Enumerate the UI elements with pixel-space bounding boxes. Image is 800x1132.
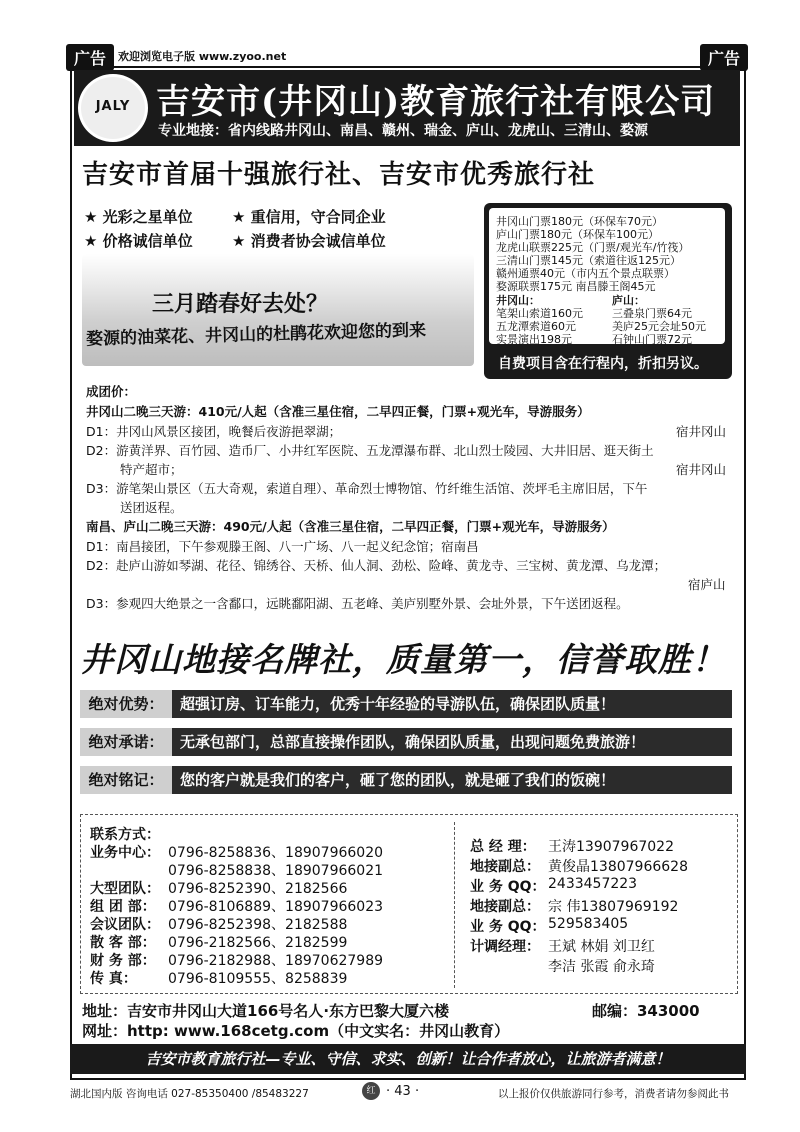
- promise-text: 无承包部门，总部直接操作团队，确保团队质量，出现问题免费旅游！: [180, 733, 646, 751]
- contact-label: 地接副总：: [470, 859, 540, 875]
- contact-label: 传 真：: [90, 971, 137, 987]
- logo: JALY: [78, 74, 148, 142]
- website: 网址：http: www.168cetg.com（中文实名：井冈山教育）: [82, 1022, 510, 1040]
- header: [74, 70, 740, 146]
- trip2-day1: D1：南昌接团，下午参观滕王阁、八一广场、八一起义纪念馆；宿南昌: [86, 539, 479, 554]
- contact-label: 地接副总：: [470, 899, 540, 915]
- footer-badge: 红: [362, 1082, 380, 1100]
- contact-value: 0796-8258838、18907966021: [168, 863, 384, 879]
- remember-bar: [80, 766, 732, 794]
- remember-label: 绝对铭记：: [80, 766, 172, 794]
- contact-value: 王斌 林娟 刘卫红: [548, 939, 655, 955]
- trip1-day2-cont: 特产超市；: [120, 462, 183, 477]
- address: 地址：吉安市井冈山大道166号名人·东方巴黎大厦六楼: [82, 1002, 450, 1020]
- trip1-day1-stay: 宿井冈山: [676, 424, 727, 439]
- contact-value: 0796-8106889、18907966023: [168, 899, 384, 915]
- postcode: 邮编：343000: [592, 1002, 700, 1020]
- honor-item: ★ 价格诚信单位: [84, 232, 193, 250]
- price-line: 实景演出198元: [496, 333, 572, 346]
- slogan: 井冈山地接名牌社，质量第一，信誉取胜！: [80, 640, 726, 679]
- contact-value: 0796-8258836、18907966020: [168, 845, 384, 861]
- spring-subline: 婺源的油菜花、井冈山的杜鹃花欢迎您的到来: [85, 320, 427, 350]
- price-col-left-head: 井冈山：: [496, 294, 540, 307]
- contact-label: 计调经理：: [470, 939, 540, 955]
- footer-left: 湖北国内版 咨询电话 027-85350400 /85483227: [70, 1088, 309, 1100]
- company-name: 吉安市(井冈山)教育旅行社有限公司: [156, 82, 716, 122]
- contact-value: 2433457223: [548, 876, 638, 892]
- trip2-title: 南昌、庐山二晚三天游：490元/人起（含准三星住宿，二早四正餐，门票+观光车，导游服务）: [86, 519, 615, 534]
- price-line: 三清山门票145元（索道往返125元）: [496, 254, 681, 267]
- trip1-day2: D2：游黄洋界、百竹园、造币厂、小井红军医院、五龙潭瀑布群、北山烈士陵园、大井旧居、逛天街土: [86, 443, 654, 458]
- price-line: 五龙潭索道60元: [496, 320, 576, 333]
- price-line: 龙虎山联票225元（门票/观光车/竹筏）: [496, 241, 690, 254]
- price-line: 婺源联票175元 南昌滕王阁45元: [496, 280, 656, 293]
- spring-headline: 三月踏春好去处？: [152, 292, 329, 317]
- ad-tag-right: 广告: [700, 44, 748, 71]
- trip1-day3: D3：游笔架山景区（五大奇观，索道自理）、革命烈士博物馆、竹纤维生活馆、茨坪毛主席旧居，下午: [86, 481, 648, 496]
- honor-item: ★ 光彩之星单位: [84, 208, 193, 226]
- specialty-line: 专业地接：省内线路井冈山、南昌、赣州、瑞金、庐山、龙虎山、三清山、婺源: [158, 123, 648, 139]
- price-footer: 自费项目含在行程内，折扣另议。: [498, 356, 708, 372]
- advantage-bar: [80, 690, 732, 718]
- price-label: 成团价：: [86, 384, 137, 399]
- promise-bar: [80, 728, 732, 756]
- honor-item: ★ 重信用，守合同企业: [232, 208, 386, 226]
- contact-value: 黄俊晶13807966628: [548, 859, 688, 875]
- trip2-day2-stay: 宿庐山: [688, 577, 726, 592]
- price-line: 赣州通票40元（市内五个景点联票）: [496, 267, 675, 280]
- contact-value: 李洁 张霞 俞永琦: [548, 959, 655, 975]
- footer-right: 以上报价仅供旅游同行参考，消费者请勿参阅此书: [498, 1088, 729, 1100]
- trip1-day1: D1：井冈山风景区接团，晚餐后夜游挹翠湖；: [86, 424, 342, 439]
- honor-title: 吉安市首届十强旅行社、吉安市优秀旅行社: [82, 160, 596, 190]
- price-line: 三叠泉门票64元: [612, 307, 692, 320]
- ad-tag-left: 广告: [66, 44, 114, 71]
- contact-title: 联系方式：: [90, 827, 160, 843]
- contact-value: 0796-2182566、2182599: [168, 935, 348, 951]
- price-col-right-head: 庐山：: [612, 294, 645, 307]
- contact-value: 宗 伟13807969192: [548, 899, 679, 915]
- price-line: 石钟山门票72元: [612, 333, 692, 346]
- trip1-day3-cont: 送团返程。: [120, 500, 183, 515]
- honor-item: ★ 消费者协会诚信单位: [232, 232, 386, 250]
- price-line: 笔架山索道160元: [496, 307, 583, 320]
- contact-value: 0796-8252398、2182588: [168, 917, 348, 933]
- contact-label: 组 团 部：: [90, 899, 156, 915]
- welcome-text: 欢迎浏览电子版 www.zyoo.net: [118, 50, 287, 63]
- contact-label: 会议团队：: [90, 917, 160, 933]
- advantage-label: 绝对优势：: [80, 690, 172, 718]
- contact-label: 散 客 部：: [90, 935, 156, 951]
- contact-label: 业 务 QQ：: [470, 919, 546, 935]
- contact-label: 大型团队：: [90, 881, 160, 897]
- contact-divider: [454, 822, 455, 988]
- contact-label: 总 经 理：: [470, 839, 536, 855]
- remember-text: 您的客户就是我们的客户，砸了您的团队，就是砸了我们的饭碗！: [180, 771, 616, 789]
- contact-value: 0796-2182988、18970627989: [168, 953, 384, 969]
- contact-label: 财 务 部：: [90, 953, 156, 969]
- contact-value: 0796-8252390、2182566: [168, 881, 348, 897]
- price-line: 美庐25元会址50元: [612, 320, 706, 333]
- trip1-day2-stay: 宿井冈山: [676, 462, 727, 477]
- contact-value: 0796-8109555、8258839: [168, 971, 348, 987]
- contact-label: 业 务 QQ：: [470, 879, 546, 895]
- promise-label: 绝对承诺：: [80, 728, 172, 756]
- trip1-title: 井冈山二晚三天游：410元/人起（含准三星住宿，二早四正餐，门票+观光车，导游服务）: [86, 404, 590, 419]
- page-number: · 43 ·: [386, 1084, 420, 1099]
- contact-value: 王涛13907967022: [548, 839, 674, 855]
- contact-label: 业务中心：: [90, 845, 160, 861]
- advantage-text: 超强订房、订车能力，优秀十年经验的导游队伍，确保团队质量！: [180, 695, 616, 713]
- contact-value: 529583405: [548, 916, 629, 932]
- price-line: 庐山门票180元（环保车100元）: [496, 228, 659, 241]
- trip2-day3: D3：参观四大绝景之一含鄱口，远眺鄱阳湖、五老峰、美庐别墅外景、会址外景，下午送团返程。: [86, 596, 629, 611]
- motto-bar: 吉安市教育旅行社—专业、守信、求实、创新！让合作者放心，让旅游者满意！: [70, 1044, 746, 1074]
- trip2-day2: D2：赴庐山游如琴湖、花径、锦绣谷、天桥、仙人洞、劲松、险峰、黄龙寺、三宝树、黄龙潭、乌龙潭；: [86, 558, 667, 573]
- price-line: 井冈山门票180元（环保车70元）: [496, 215, 663, 228]
- price-box: [484, 203, 732, 379]
